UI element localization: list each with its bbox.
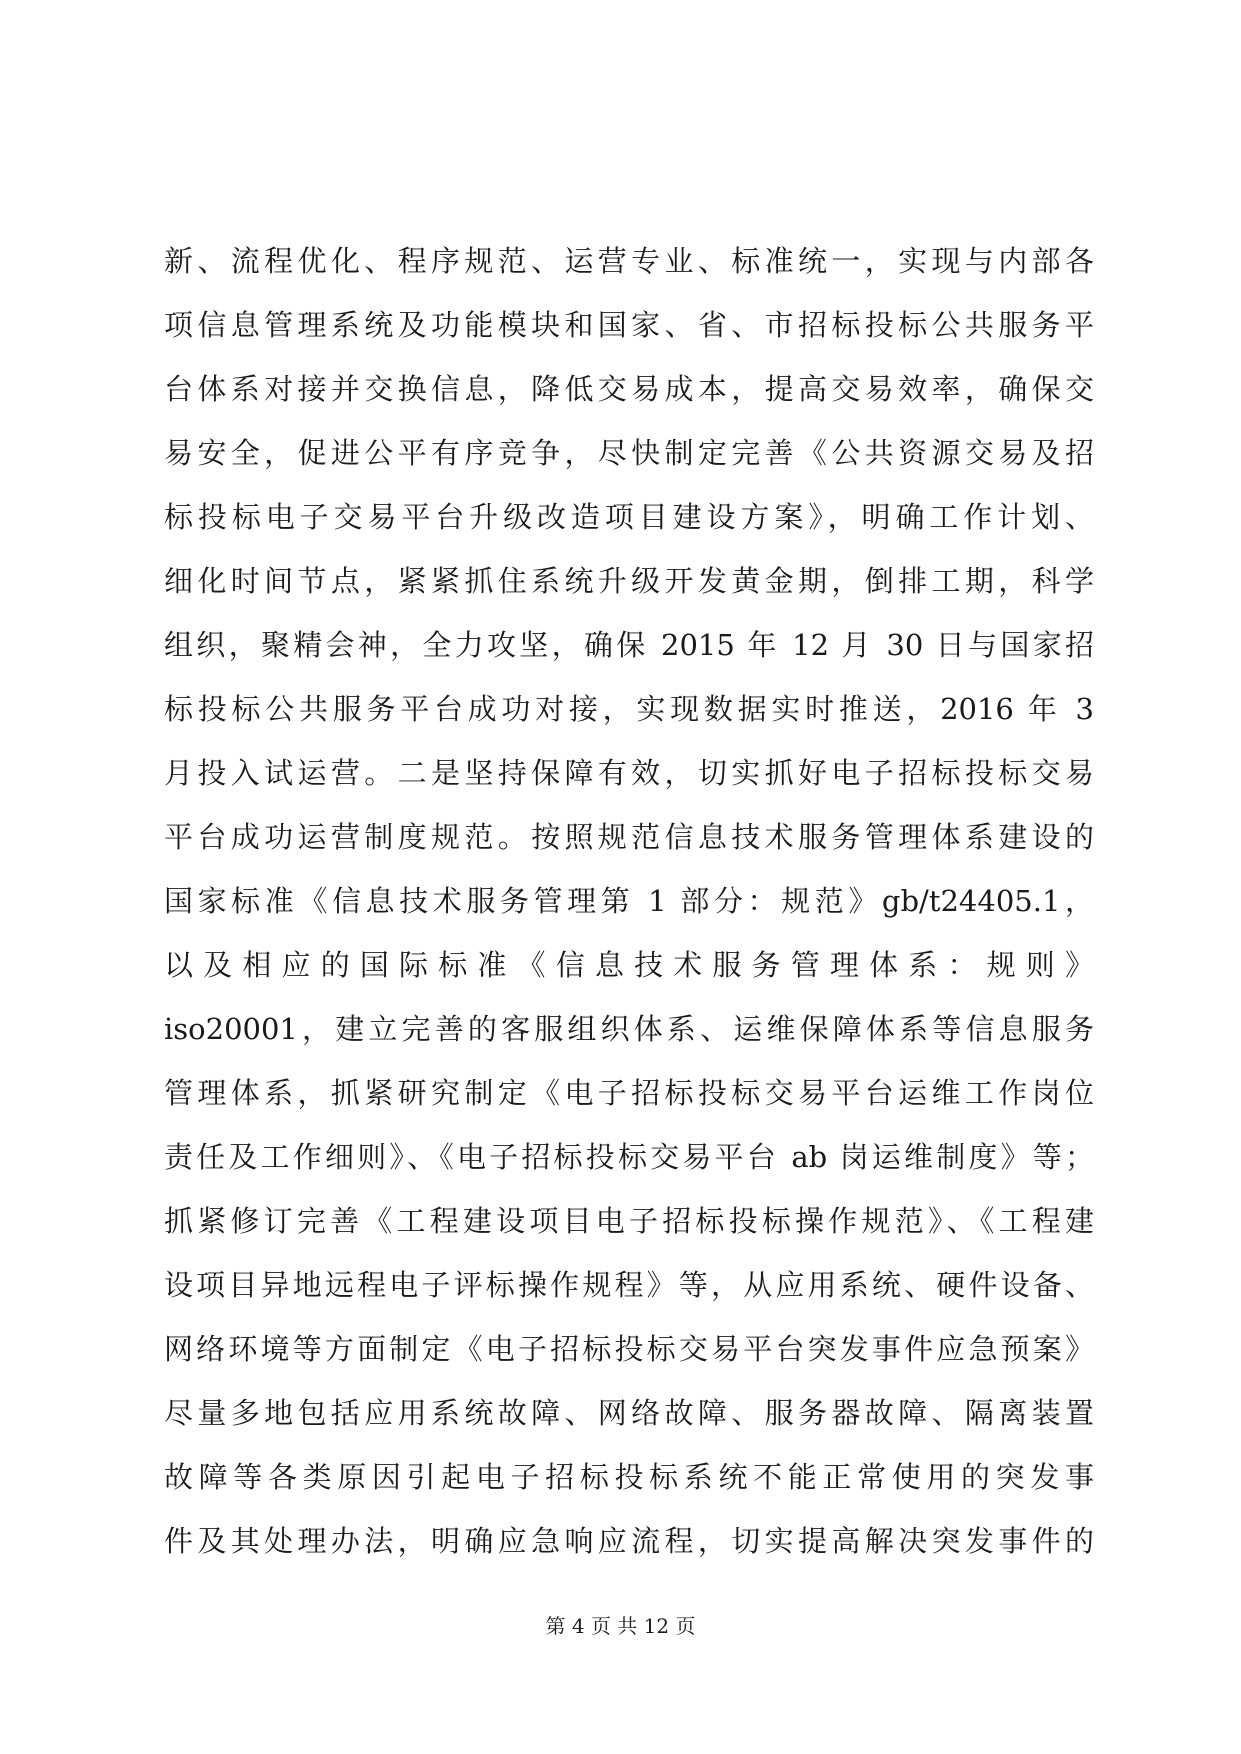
text-line: 管理体系，抓紧研究制定《电子招标投标交易平台运维工作岗位	[164, 1076, 1094, 1110]
text-line: 台体系对接并交换信息，降低交易成本，提高交易效率，确保交	[164, 372, 1094, 406]
text-line: 国家标准《信息技术服务管理第 1 部分：规范》gb/t24405.1，	[164, 884, 1094, 918]
text-line: 以及相应的国际标准《信息技术服务管理体系：规则》	[164, 948, 1094, 982]
text-line: 抓紧修订完善《工程建设项目电子招标投标操作规范》、《工程建	[164, 1204, 1094, 1238]
body-text	[164, 229, 1094, 1573]
text-line: 件及其处理办法，明确应急响应流程，切实提高解决突发事件的	[164, 1524, 1094, 1558]
text-line: 设项目异地远程电子评标操作规程》等，从应用系统、硬件设备、	[164, 1268, 1094, 1302]
text-line: 易安全，促进公平有序竞争，尽快制定完善《公共资源交易及招	[164, 436, 1094, 470]
text-line: 尽量多地包括应用系统故障、网络故障、服务器故障、隔离装置	[164, 1396, 1094, 1430]
text-line: 故障等各类原因引起电子招标投标系统不能正常使用的突发事	[164, 1460, 1094, 1494]
page-footer	[0, 1612, 1241, 1640]
text-line: 细化时间节点，紧紧抓住系统升级开发黄金期，倒排工期，科学	[164, 564, 1094, 598]
text-line: 组织，聚精会神，全力攻坚，确保 2015 年 12 月 30 日与国家招	[164, 628, 1094, 662]
page-number: 第 4 页 共 12 页	[545, 1614, 696, 1638]
text-line: 网络环境等方面制定《电子招标投标交易平台突发事件应急预案》	[164, 1332, 1094, 1366]
text-line: iso20001，建立完善的客服组织体系、运维保障体系等信息服务	[164, 1012, 1094, 1046]
text-line: 标投标电子交易平台升级改造项目建设方案》，明确工作计划、	[164, 500, 1094, 534]
text-line: 责任及工作细则》、《电子招标投标交易平台 ab 岗运维制度》等；	[164, 1140, 1094, 1174]
text-line: 项信息管理系统及功能模块和国家、省、市招标投标公共服务平	[164, 308, 1094, 342]
text-line: 标投标公共服务平台成功对接，实现数据实时推送，2016 年 3	[164, 692, 1094, 726]
text-line: 新、流程优化、程序规范、运营专业、标准统一，实现与内部各	[164, 244, 1094, 278]
text-line: 平台成功运营制度规范。按照规范信息技术服务管理体系建设的	[164, 820, 1094, 854]
text-line: 月投入试运营。二是坚持保障有效，切实抓好电子招标投标交易	[164, 756, 1094, 790]
